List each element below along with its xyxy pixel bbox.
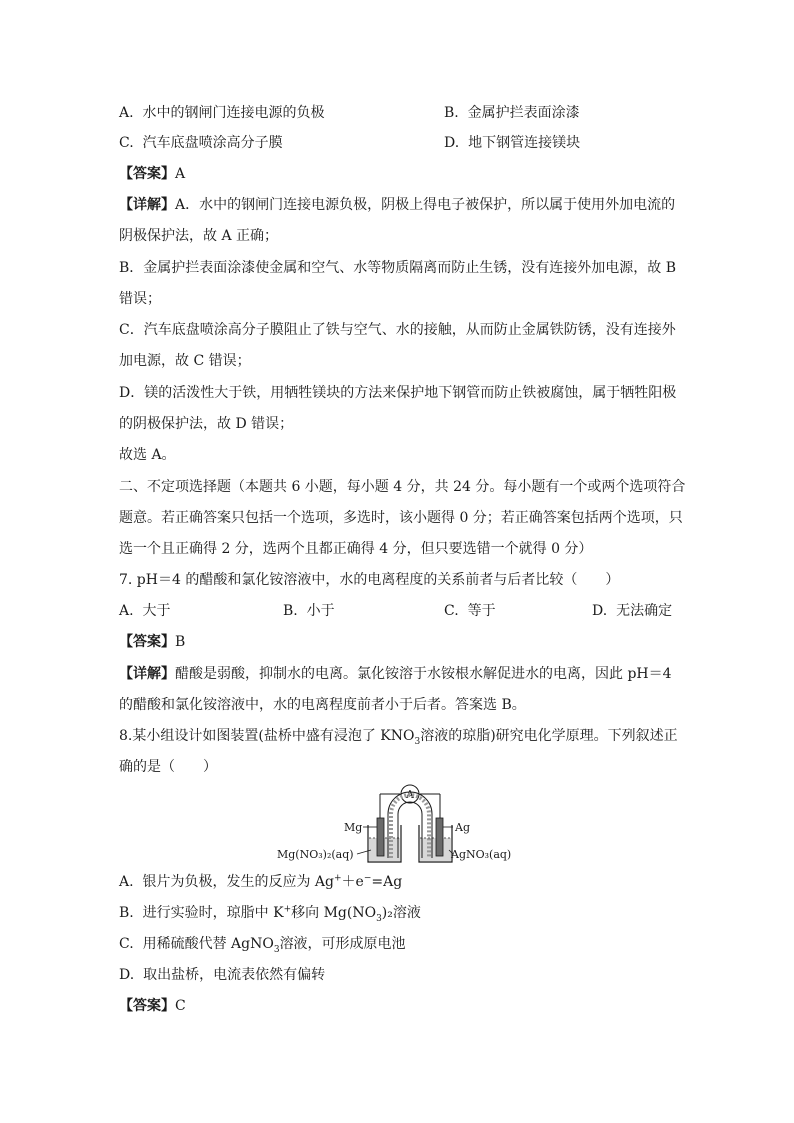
q8-option-c: C. 用稀硫酸代替 AgNO$_3$溶液，可形成原电池 — [119, 936, 406, 955]
ag-label: Ag — [455, 821, 470, 834]
q8-answer: 【答案】C — [119, 998, 186, 1014]
q7-detail-line: 的醋酸和氯化铵溶液中，水的电离程度前者小于后者。答案选 B。 — [119, 697, 526, 713]
right-solution — [420, 838, 451, 861]
ag-electrode — [436, 818, 443, 856]
q8-stem: 确的是（ ） — [119, 759, 217, 775]
mg-label: Mg — [344, 821, 363, 834]
q8-stem: 8.某小组设计如图装置(盐桥中盛有浸泡了 $KNO_3$溶液的琼脂)研究电化学原理。下列叙述正 — [119, 728, 678, 747]
q8-option-a: A. 银片为负极，发生的反应为 Ag+＋e−=Ag — [119, 873, 403, 890]
section-heading: 二、不定项选择题（本题共 6 小题，每小题 4 分，共 24 分。每小题有一个或两个选项符合 — [119, 479, 686, 495]
q6-option-b: B. 金属护拦表面涂漆 — [444, 105, 580, 121]
q6-detail-line: 加电源，故 C 错误； — [119, 353, 251, 369]
q7-option-c: C. 等于 — [444, 603, 496, 619]
section-heading: 题意。若正确答案只包括一个选项，多选时，该小题得 0 分；若正确答案包括两个选项，只 — [119, 510, 683, 526]
q6-detail-line: 【详解】A．水中的钢闸门连接电源负极，阴极上得电子被保护，所以属于使用外加电流的 — [119, 197, 676, 213]
q6-detail-line: 故选 A。 — [119, 447, 176, 463]
q6-detail-line: D．镁的活泼性大于铁，用牺牲镁块的方法来保护地下钢管而防止铁被腐蚀，属于牺牲阳极 — [119, 385, 677, 401]
q8-option-d: D. 取出盐桥，电流表依然有偏转 — [119, 967, 326, 983]
q6-detail-line: C．汽车底盘喷涂高分子膜阻止了铁与空气、水的接触，从而防止金属铁防锈，没有连接外 — [119, 322, 676, 338]
left-solution — [369, 838, 400, 861]
label-leader — [357, 850, 371, 854]
q7-detail-line: 【详解】醋酸是弱酸，抑制水的电离。氯化铵溶于水铵根水解促进水的电离，因此 pH＝4 — [119, 666, 672, 682]
q7-option-d: D. 无法确定 — [592, 603, 673, 619]
q7-option-b: B. 小于 — [283, 603, 335, 619]
q6-detail-line: 错误； — [119, 291, 161, 307]
q6-option-d: D. 地下钢管连接镁块 — [444, 135, 581, 151]
left-solution-label: Mg(NO₃)₂(aq) — [277, 848, 354, 861]
q7-option-a: A. 大于 — [119, 603, 171, 619]
q6-detail-line: B．金属护拦表面涂漆使金属和空气、水等物质隔离而防止生锈，没有连接外加电源，故 B — [119, 260, 677, 276]
q7-stem: 7. pH＝4 的醋酸和氯化铵溶液中，水的电离程度的关系前者与后者比较（ ） — [119, 572, 620, 588]
ammeter-label: A — [406, 788, 414, 801]
q6-detail-line: 阴极保护法，故 A 正确； — [119, 228, 279, 244]
q6-option-c: C. 汽车底盘喷涂高分子膜 — [119, 135, 283, 151]
q8-option-b: B. 进行实验时，琼脂中 K+移向 $Mg(NO_3)_2$溶液 — [119, 904, 421, 924]
q7-answer: 【答案】B — [119, 634, 186, 650]
q6-answer: 【答案】A — [119, 166, 186, 182]
electrochemical-cell-diagram — [275, 780, 520, 868]
section-heading: 选一个且正确得 2 分，选两个且都正确得 4 分，但只要选错一个就得 0 分） — [119, 541, 593, 557]
mg-electrode — [377, 818, 384, 856]
right-solution-label: AgNO₃(aq) — [451, 848, 512, 861]
q6-option-a: A. 水中的钢闸门连接电源的负极 — [119, 105, 325, 121]
q6-detail-line: 的阴极保护法，故 D 错误； — [119, 416, 294, 432]
